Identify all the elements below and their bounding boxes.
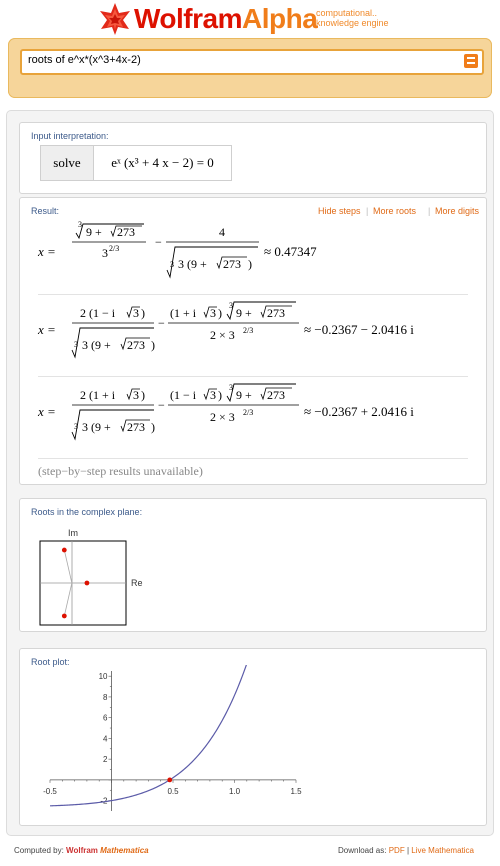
svg-text:(1 + i: (1 + i: [170, 306, 197, 320]
footer-separator: |: [406, 846, 410, 855]
svg-text:3: 3: [102, 246, 108, 260]
svg-text:273: 273: [267, 388, 285, 402]
complex-plane-plot[interactable]: [34, 521, 174, 627]
equals-icon-bar-bottom: [467, 62, 475, 64]
root-row-2: [20, 298, 486, 374]
interpretation-verb: solve: [41, 146, 94, 180]
y-tick-label: 6: [103, 713, 108, 723]
svg-text:3 (9 +: 3 (9 +: [178, 257, 207, 271]
pod-root-plot: [19, 648, 487, 826]
search-input[interactable]: [20, 49, 484, 75]
pod-input-interpretation: [19, 122, 487, 194]
svg-text:9 +: 9 +: [236, 388, 252, 402]
svg-text:−: −: [155, 235, 162, 249]
svg-text:273: 273: [117, 225, 135, 239]
root-approx-value: ≈ −0.2367 − 2.0416 i: [304, 322, 414, 337]
divider: [38, 294, 468, 295]
svg-text:3 (9 +: 3 (9 +: [82, 420, 111, 434]
more-roots-link[interactable]: More roots: [373, 206, 417, 216]
pod-complex-plane: [19, 498, 487, 632]
svg-text:): ): [218, 388, 222, 402]
x-tick-label: 1.0: [228, 786, 241, 796]
x-tick-label: 1.5: [290, 786, 302, 796]
svg-text:3: 3: [74, 422, 78, 431]
svg-text:(1 − i: (1 − i: [170, 388, 197, 402]
svg-text:3: 3: [229, 301, 233, 310]
function-curve: [50, 665, 247, 806]
root-row-3: [20, 380, 486, 456]
wolfram-spikey-icon: [98, 2, 132, 36]
search-bar-container: [8, 38, 492, 98]
svg-text:): ): [151, 420, 155, 434]
svg-text:): ): [141, 388, 145, 402]
im-axis-label: Im: [68, 528, 78, 538]
svg-text:−: −: [158, 398, 165, 412]
download-pdf-link[interactable]: PDF: [388, 846, 405, 855]
x-tick-label: -0.5: [43, 786, 57, 796]
x-tick-label: 0.5: [167, 786, 179, 796]
pod-title: Root plot:: [31, 657, 70, 667]
svg-text:−: −: [158, 316, 165, 330]
root-point: [167, 777, 172, 782]
root-approx-value: ≈ 0.47347: [264, 244, 317, 259]
interpretation-table: [40, 145, 232, 181]
logo-subtitle-line2: knowledge engine: [316, 18, 389, 28]
wolfram-link[interactable]: Wolfram: [66, 846, 98, 855]
logo-subtitle-line1: computational..: [316, 8, 378, 18]
y-tick-label: 8: [103, 692, 108, 702]
pod-title: Input interpretation:: [31, 131, 109, 141]
pod-title: Roots in the complex plane:: [31, 507, 143, 517]
svg-text:3: 3: [210, 306, 216, 320]
root-plot-chart[interactable]: [34, 665, 306, 821]
svg-text:2/3: 2/3: [243, 408, 254, 417]
logo-subtitle: [316, 8, 389, 28]
y-tick-label: 10: [98, 672, 108, 682]
svg-text:2/3: 2/3: [243, 326, 254, 335]
equals-icon-bar-top: [467, 57, 475, 59]
svg-text:273: 273: [127, 338, 145, 352]
y-tick-label: -2: [100, 796, 108, 806]
hide-steps-link[interactable]: Hide steps: [318, 206, 361, 216]
svg-text:9 +: 9 +: [236, 306, 252, 320]
svg-text:): ): [248, 257, 252, 271]
svg-text:2 (1 + i: 2 (1 + i: [80, 388, 116, 402]
svg-text:3: 3: [210, 388, 216, 402]
interpretation-equation: eˣ (x³ + 4 x − 2) = 0: [111, 155, 214, 170]
svg-text:2/3: 2/3: [109, 244, 120, 253]
svg-text:273: 273: [267, 306, 285, 320]
svg-text:9 +: 9 +: [86, 225, 102, 239]
root-point-1: [85, 581, 90, 586]
divider: [38, 458, 468, 459]
search-input-text: roots of e^x*(x^3+4x-2): [28, 54, 141, 66]
wolfram-alpha-logo[interactable]: [98, 2, 458, 36]
svg-text:3 (9 +: 3 (9 +: [82, 338, 111, 352]
pod-title: Result:: [31, 206, 60, 216]
svg-text:3: 3: [133, 306, 139, 320]
y-tick-label: 2: [103, 755, 108, 765]
svg-text:3: 3: [78, 220, 82, 229]
y-tick-label: 4: [103, 734, 108, 744]
download-as: [338, 846, 474, 855]
svg-text:273: 273: [223, 257, 241, 271]
link-separator: |: [428, 206, 431, 216]
logo-word-wolfram: Wolfram: [134, 3, 242, 34]
svg-text:3: 3: [170, 260, 174, 269]
svg-text:2 (1 − i: 2 (1 − i: [80, 306, 116, 320]
steps-unavailable-note: (step−by−step results unavailable): [38, 464, 203, 478]
more-digits-link[interactable]: More digits: [435, 206, 480, 216]
root-lhs: x =: [38, 404, 56, 419]
divider: [38, 376, 468, 377]
root-3-expression: [64, 380, 334, 452]
link-separator: |: [366, 206, 369, 216]
svg-text:): ): [218, 306, 222, 320]
search-submit-button[interactable]: [464, 54, 478, 68]
root-2-expression: [64, 298, 334, 370]
svg-text:3: 3: [74, 340, 78, 349]
pod-result: [19, 197, 487, 485]
root-point-2: [62, 614, 67, 619]
svg-text:4: 4: [219, 225, 225, 239]
svg-text:): ): [151, 338, 155, 352]
re-axis-label: Re: [131, 578, 143, 588]
logo-word-alpha: Alpha: [242, 3, 318, 34]
root-point-3: [62, 548, 67, 553]
root-lhs: x =: [38, 322, 56, 337]
svg-text:273: 273: [127, 420, 145, 434]
plot-ticks: [43, 672, 302, 805]
root-row-1: [20, 220, 486, 294]
svg-text:2 × 3: 2 × 3: [210, 410, 235, 424]
root-approx-value: ≈ −0.2367 + 2.0416 i: [304, 404, 414, 419]
computed-by-label: Computed by:: [14, 846, 64, 855]
svg-text:3: 3: [133, 388, 139, 402]
results-panel: [6, 110, 494, 836]
header: [0, 0, 500, 118]
root-lhs: x =: [38, 244, 56, 259]
logo-wordmark: [134, 2, 317, 36]
svg-text:2 × 3: 2 × 3: [210, 328, 235, 342]
svg-text:3: 3: [229, 383, 233, 392]
download-as-label: Download as:: [338, 846, 387, 855]
svg-text:): ): [141, 306, 145, 320]
computed-by: [14, 846, 149, 855]
mathematica-link[interactable]: Mathematica: [100, 846, 149, 855]
live-mathematica-link[interactable]: Live Mathematica: [411, 846, 474, 855]
